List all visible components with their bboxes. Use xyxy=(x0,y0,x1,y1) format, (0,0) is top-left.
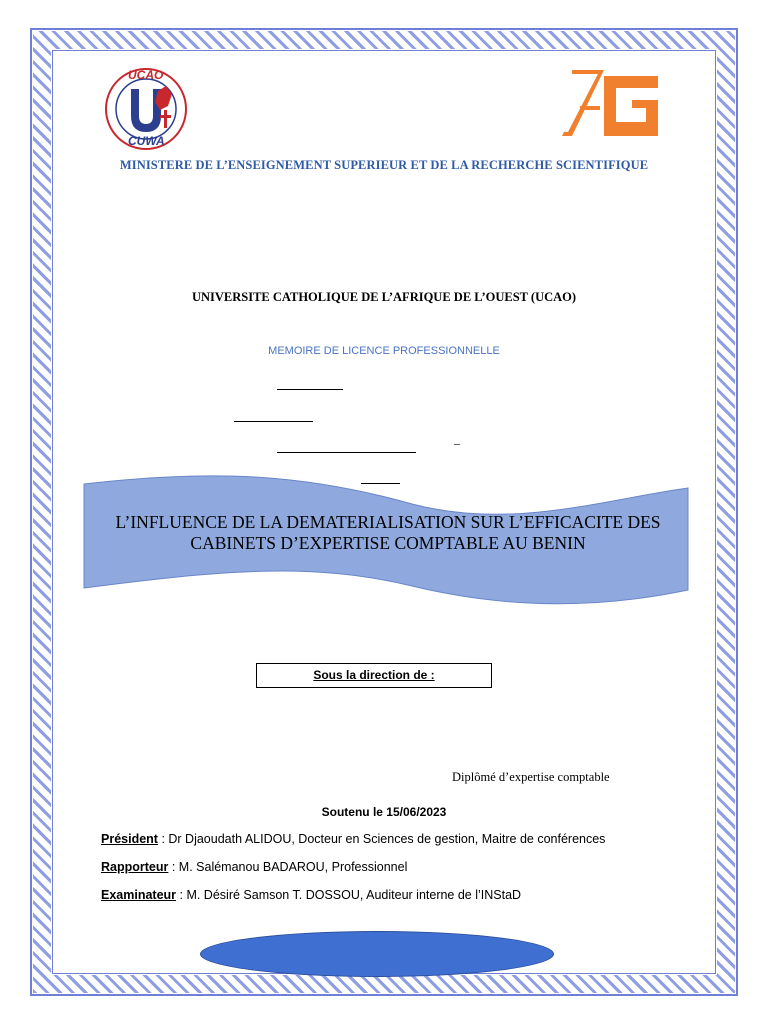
ucao-logo-bottom-text: CUWA xyxy=(128,134,165,148)
thesis-title: L’INFLUENCE DE LA DEMATERIALISATION SUR L’EFFICACITE DES CABINETS D’EXPERTISE COMPTABLE AU BENIN xyxy=(115,512,661,553)
jury-detail: : M. Désiré Samson T. DOSSOU, Auditeur interne de l’INStaD xyxy=(176,888,522,902)
memoire-type: MEMOIRE DE LICENCE PROFESSIONNELLE xyxy=(268,345,500,357)
footer-ellipse xyxy=(200,931,554,977)
defense-date: Soutenu le 15/06/2023 xyxy=(321,805,447,819)
jury-president xyxy=(101,832,605,846)
jury-role: Président xyxy=(101,832,158,846)
ucao-logo-top-text: UCAO xyxy=(128,68,164,82)
jury-detail: : Dr Djaoudath ALIDOU, Docteur en Sciences de gestion, Maitre de conférences xyxy=(157,832,606,846)
ucao-logo xyxy=(100,66,196,152)
blank-line-1 xyxy=(277,389,343,390)
blank-line-3 xyxy=(277,452,416,453)
university-name: UNIVERSITE CATHOLIQUE DE L’AFRIQUE DE L’OUEST (UCAO) xyxy=(191,290,577,304)
diploma-text: Diplômé d’expertise comptable xyxy=(452,770,610,784)
jury-role: Rapporteur xyxy=(101,860,169,874)
ministry-heading: MINISTERE DE L’ENSEIGNEMENT SUPERIEUR ET DE LA RECHERCHE SCIENTIFIQUE xyxy=(119,158,649,172)
jury-detail: : M. Salémanou BADAROU, Professionnel xyxy=(168,860,408,874)
jury-role: Examinateur xyxy=(101,888,177,902)
jury-examinateur xyxy=(101,888,521,902)
blank-line-2 xyxy=(234,421,313,422)
dash-mark: – xyxy=(454,436,460,450)
direction-box: Sous la direction de : xyxy=(256,663,492,688)
ag-logo xyxy=(560,70,660,140)
jury-rapporteur xyxy=(101,860,407,874)
